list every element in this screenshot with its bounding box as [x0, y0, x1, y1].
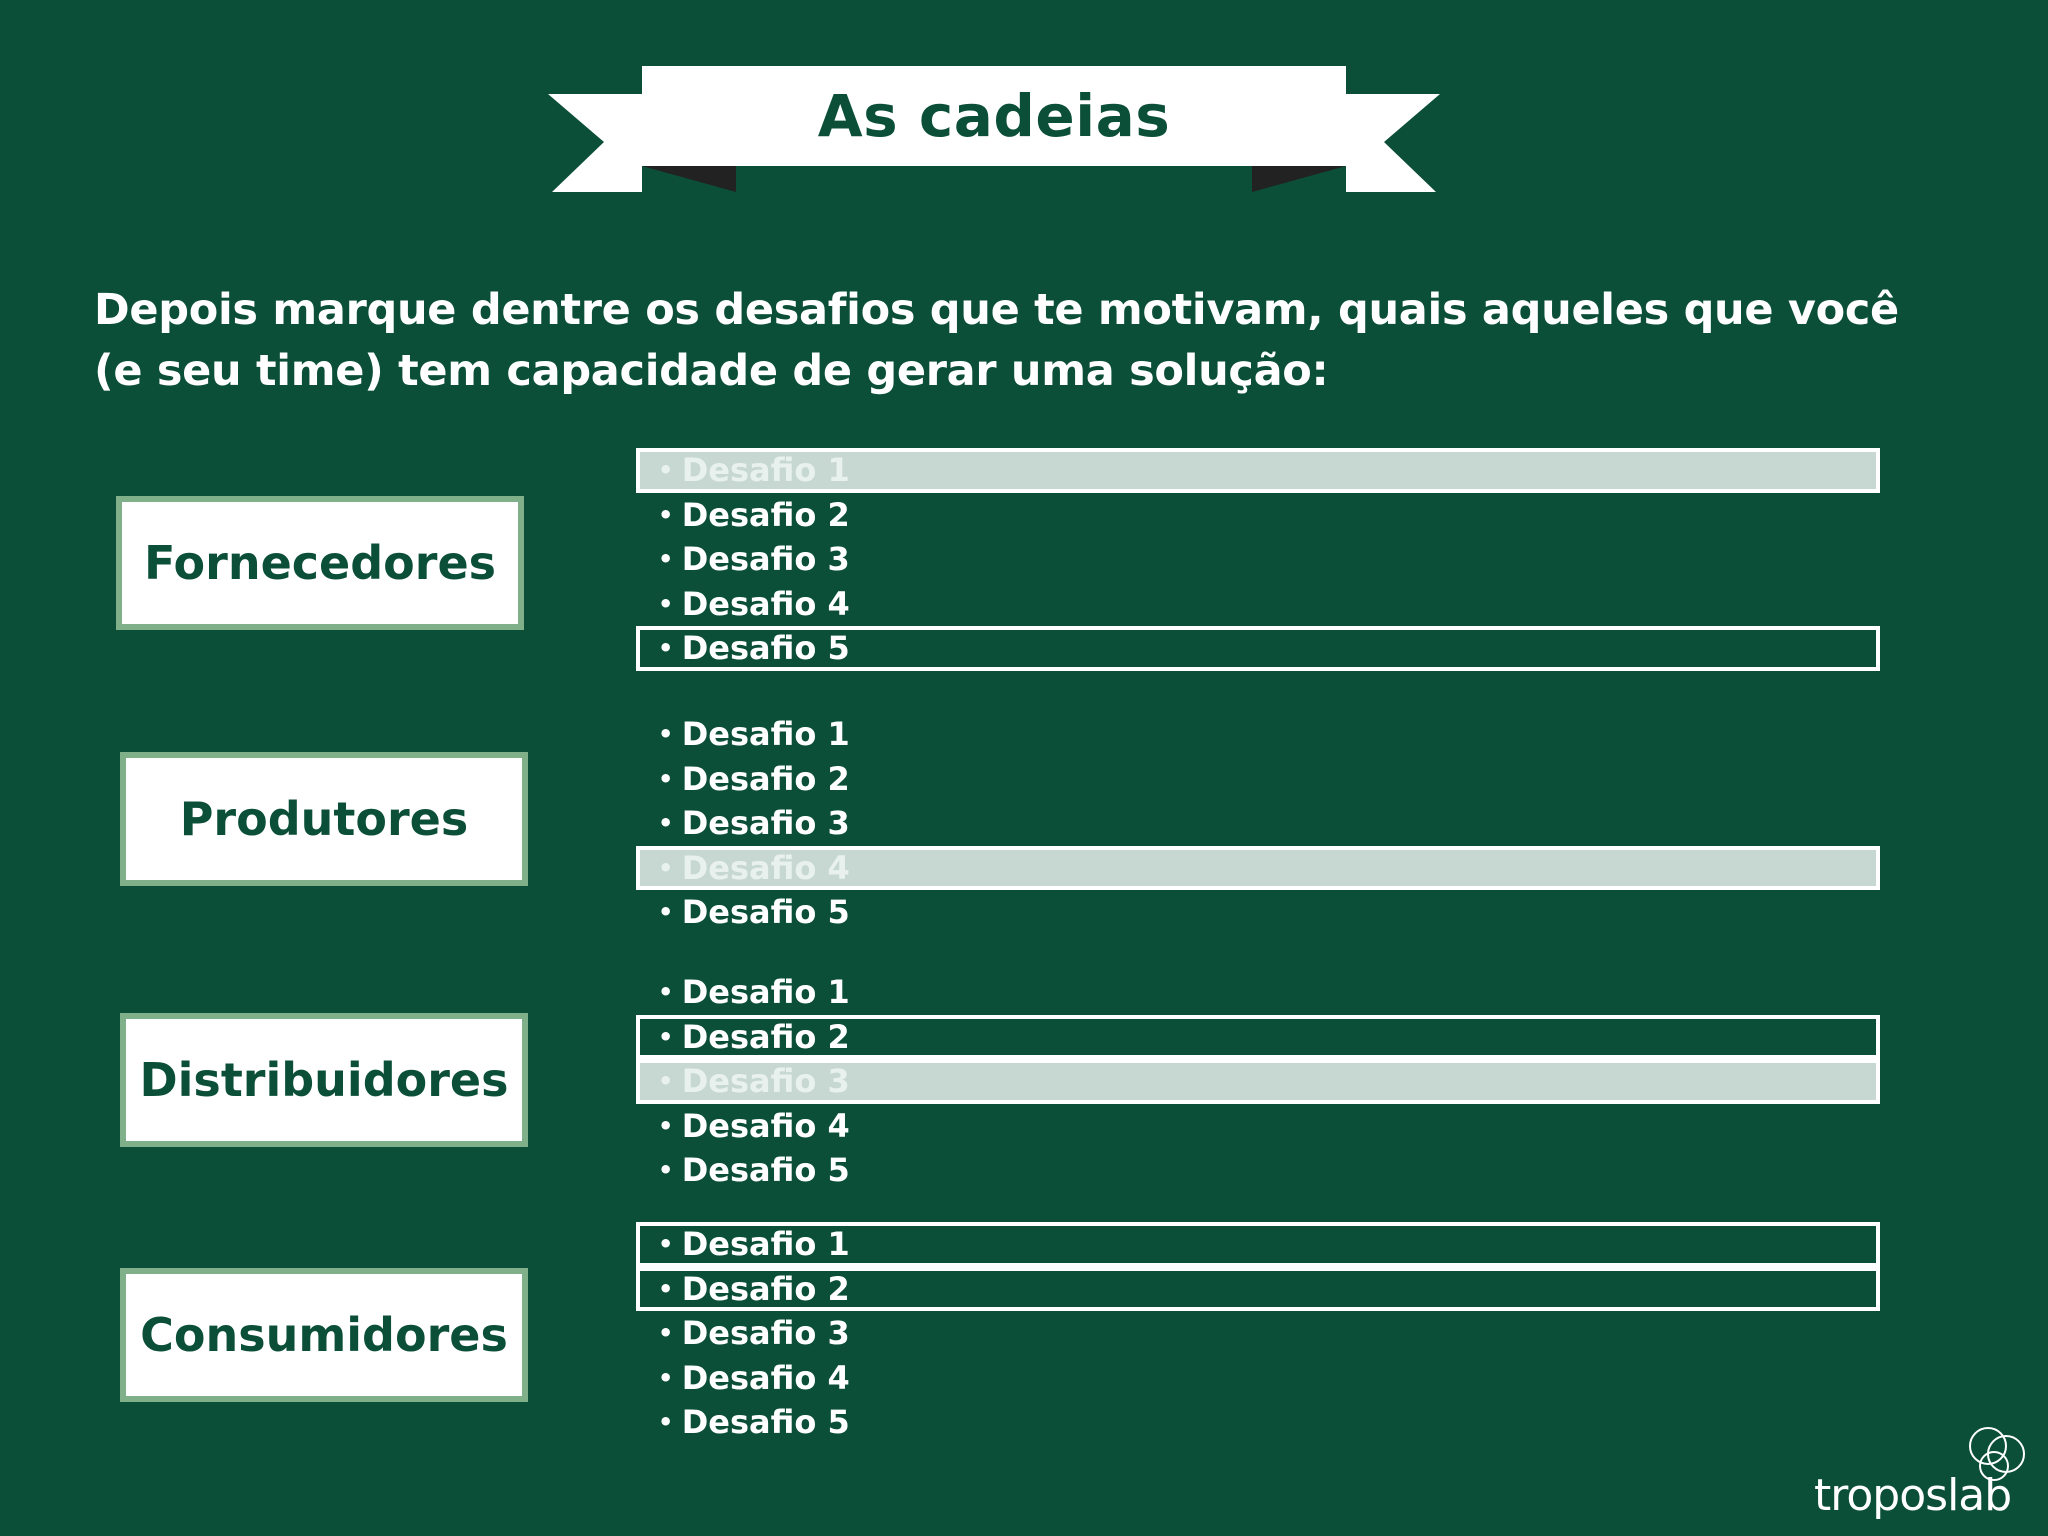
challenge-item[interactable]: • Desafio 2: [636, 757, 1880, 802]
challenge-item[interactable]: • Desafio 1: [636, 1222, 1880, 1267]
challenge-item[interactable]: • Desafio 2: [636, 1015, 1880, 1060]
page-title: As cadeias: [817, 82, 1171, 150]
instruction-text: Depois marque dentre os desafios que te motivam, quais aqueles que você (e seu time) tem capacidade de gerar uma solução:: [94, 285, 1899, 396]
challenge-list-fornecedores: [636, 448, 1880, 671]
troposlab-logo: [1814, 1424, 2034, 1524]
challenge-item[interactable]: • Desafio 3: [636, 537, 1880, 582]
title-banner: [548, 62, 1440, 198]
chain-box-consumidores: Consumidores: [120, 1268, 528, 1402]
challenge-item[interactable]: • Desafio 5: [636, 1400, 1880, 1445]
challenge-item[interactable]: • Desafio 4: [636, 1104, 1880, 1149]
chain-box-distribuidores: Distribuidores: [120, 1013, 528, 1147]
challenge-item[interactable]: • Desafio 1: [636, 970, 1880, 1015]
challenge-list-produtores: [636, 712, 1880, 935]
logo-text: troposlab: [1814, 1470, 2012, 1521]
overlapping-circles-icon: [1964, 1424, 2036, 1488]
challenge-item[interactable]: • Desafio 4: [636, 582, 1880, 627]
challenge-list-consumidores: [636, 1222, 1880, 1445]
challenge-item[interactable]: • Desafio 4: [636, 846, 1880, 891]
challenge-item[interactable]: • Desafio 5: [636, 890, 1880, 935]
challenge-item[interactable]: • Desafio 2: [636, 493, 1880, 538]
chain-box-fornecedores: Fornecedores: [116, 496, 524, 630]
challenge-item[interactable]: • Desafio 1: [636, 448, 1880, 493]
challenge-item[interactable]: • Desafio 1: [636, 712, 1880, 757]
challenge-item[interactable]: • Desafio 3: [636, 1311, 1880, 1356]
challenge-item[interactable]: • Desafio 2: [636, 1267, 1880, 1312]
challenge-item[interactable]: • Desafio 5: [636, 626, 1880, 671]
challenge-list-distribuidores: [636, 970, 1880, 1193]
challenge-item[interactable]: • Desafio 3: [636, 801, 1880, 846]
challenge-item[interactable]: • Desafio 3: [636, 1059, 1880, 1104]
challenge-item[interactable]: • Desafio 4: [636, 1356, 1880, 1401]
challenge-item[interactable]: • Desafio 5: [636, 1148, 1880, 1193]
chain-box-produtores: Produtores: [120, 752, 528, 886]
